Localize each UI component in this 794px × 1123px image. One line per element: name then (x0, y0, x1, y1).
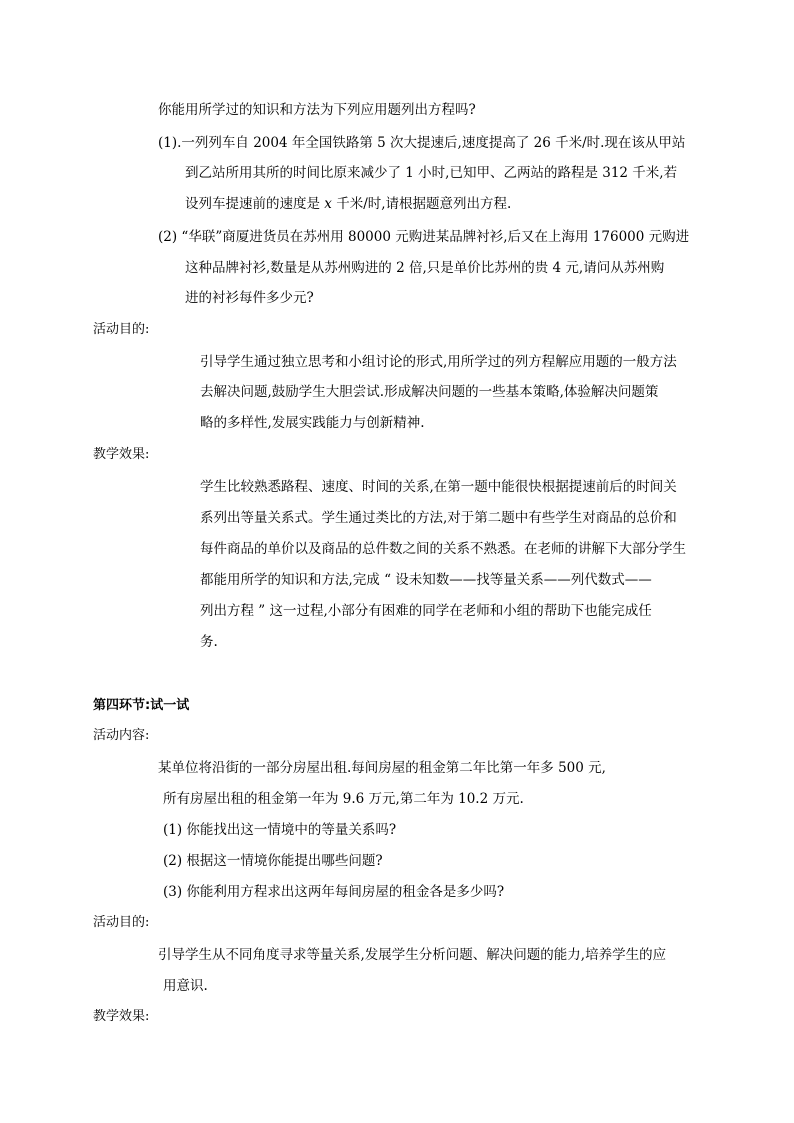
problem-2-line-2: 这种品牌衬衫,数量是从苏州购进的 2 倍,只是单价比苏州的贵 4 元,请问从苏州购 (185, 260, 665, 276)
problem-1-line-3-end: 千米/时,请根据题意列出方程. (331, 196, 512, 212)
problem-1-line-1: (1).一列列车自 2004 年全国铁路第 5 次大提速后,速度提高了 26 千米/时.现在该从甲站 (158, 135, 686, 151)
section-heading: 第四环节:试一试 (93, 698, 190, 713)
purpose-line-1: 引导学生通过独立思考和小组讨论的形式,用所学过的列方程解应用题的一般方法 (200, 354, 677, 370)
question-3: (3) 你能利用方程求出这两年每间房屋的租金各是多少吗? (163, 884, 505, 900)
activity-purpose-label-2: 活动目的: (93, 915, 150, 930)
question-2: (2) 根据这一情境你能提出哪些问题? (163, 853, 383, 869)
intro-text: 你能用所学过的知识和方法为下列应用题列出方程吗? (158, 102, 476, 118)
activity-content-label: 活动内容: (93, 728, 150, 743)
purpose-2-line-1: 引导学生从不同角度寻求等量关系,发展学生分析问题、解决问题的能力,培养学生的应 (158, 947, 667, 963)
teaching-effect-label-2: 教学效果: (93, 1009, 150, 1024)
purpose-line-2: 去解决问题,鼓励学生大胆尝试.形成解决问题的一些基本策略,体验解决问题策 (200, 384, 659, 400)
effect-line-1: 学生比较熟悉路程、速度、时间的关系,在第一题中能很快根据提速前后的时间关 (200, 479, 677, 495)
effect-line-4: 都能用所学的知识和方法,完成 “ 设未知数——找等量关系——列代数式—— (200, 572, 652, 588)
teaching-effect-label: 教学效果: (93, 447, 150, 462)
effect-line-5: 列出方程 ” 这一过程,小部分有困难的同学在老师和小组的帮助下也能完成任 (200, 603, 652, 619)
content-line-1: 某单位将沿街的一部分房屋出租.每间房屋的租金第二年比第一年多 500 元, (158, 760, 606, 776)
effect-line-6: 务. (200, 634, 218, 650)
content-line-2: 所有房屋出租的租金第一年为 9.6 万元,第二年为 10.2 万元. (163, 791, 524, 807)
question-1: (1) 你能找出这一情境中的等量关系吗? (163, 822, 397, 838)
problem-2-line-3: 进的衬衫每件多少元? (185, 290, 314, 306)
purpose-2-line-2: 用意识. (163, 978, 208, 994)
variable-x: x (324, 196, 332, 212)
effect-line-3: 每件商品的单价以及商品的总件数之间的关系不熟悉。在老师的讲解下大部分学生 (200, 541, 686, 557)
effect-line-2: 系列出等量关系式。学生通过类比的方法,对于第二题中有些学生对商品的总价和 (200, 510, 677, 526)
purpose-line-3: 略的多样性,发展实践能力与创新精神. (200, 415, 425, 431)
problem-1-line-3 (185, 194, 511, 214)
problem-1-line-2: 到乙站所用其所的时间比原来减少了 1 小时,已知甲、乙两站的路程是 312 千米,若 (185, 165, 678, 181)
problem-2-line-1: (2) “华联”商厦进货员在苏州用 80000 元购进某品牌衬衫,后又在上海用 176000 元购进 (158, 229, 690, 245)
activity-purpose-label: 活动目的: (93, 322, 150, 337)
problem-1-line-3-start: 设列车提速前的速度是 (185, 196, 325, 212)
